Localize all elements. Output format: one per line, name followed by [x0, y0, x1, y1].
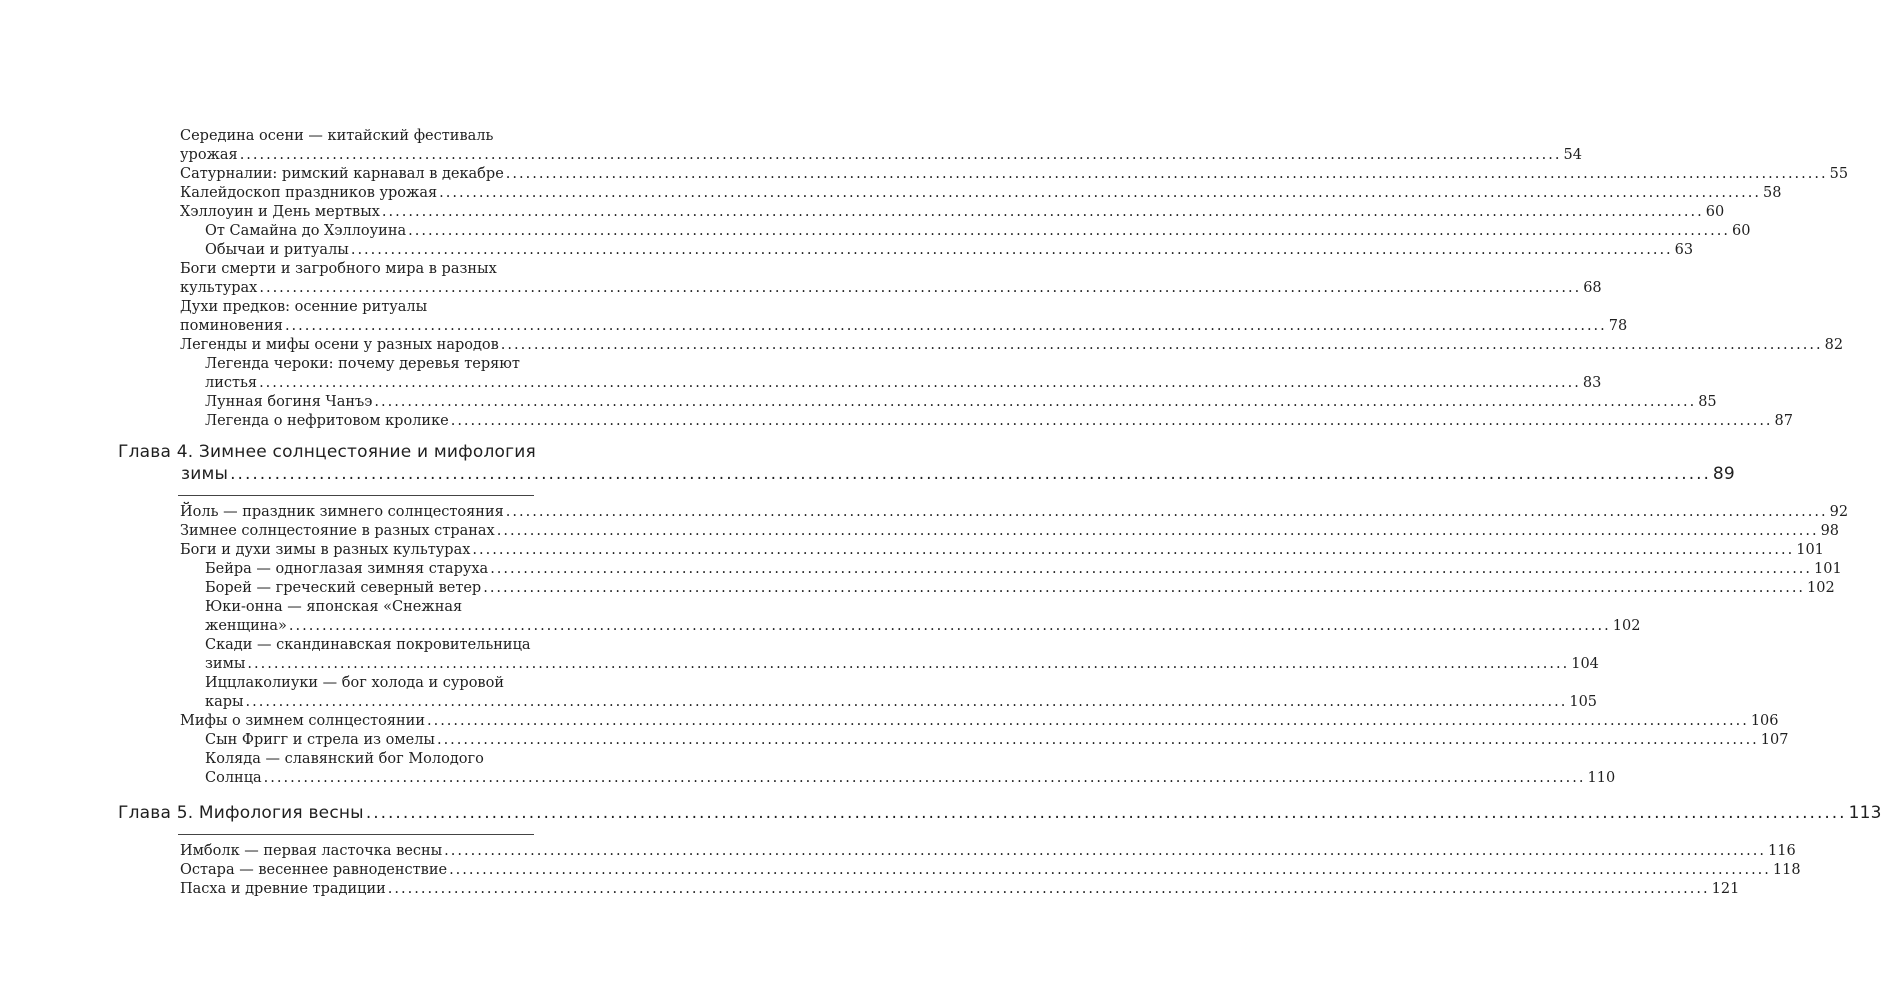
dot-leader: ........................................................................................................................................................................................................: [259, 280, 1582, 296]
dot-leader: ........................................................................................................................................................................................................: [444, 843, 1766, 859]
page-number: 55: [1829, 166, 1849, 182]
toc-entry-title: Сатурналии: римский карнавал в декабре: [180, 166, 504, 182]
toc-entry-title: культурах: [180, 280, 258, 296]
toc-entry[interactable]: [180, 336, 1844, 355]
toc-entry[interactable]: [180, 184, 1782, 203]
dot-leader: ........................................................................................................................................................................................................: [483, 580, 1806, 596]
toc-entry[interactable]: [180, 260, 1602, 298]
page-number: 118: [1772, 862, 1801, 878]
toc-entry-title-line1: Коляда — славянский бог Молодого: [205, 751, 484, 767]
page-number: 102: [1807, 580, 1835, 596]
toc-entry-title-line1: Боги смерти и загробного мира в разных: [180, 261, 497, 277]
dot-leader: ........................................................................................................................................................................................................: [496, 523, 1819, 539]
toc-subentry[interactable]: [205, 355, 1602, 393]
page-number: 98: [1820, 523, 1840, 539]
page-number: 60: [1705, 204, 1725, 220]
toc-entry-title: поминовения: [180, 318, 283, 334]
toc-entry-title: Мифы о зимнем солнцестоянии: [180, 713, 425, 729]
toc-entry-title: Йоль — праздник зимнего солнцестояния: [180, 504, 504, 520]
toc-entry-title: Лунная богиня Чанъэ: [205, 394, 373, 410]
toc-entry-title-line1: Юки-онна — японская «Снежная: [205, 599, 463, 615]
chapter-4-heading[interactable]: [118, 441, 1735, 485]
toc-entry[interactable]: [180, 165, 1849, 184]
dot-leader: ........................................................................................................................................................................................................: [472, 542, 1795, 558]
dot-leader: ........................................................................................................................................................................................................: [490, 561, 1813, 577]
toc-entry-title: Легенда о нефритовом кролике: [205, 413, 449, 429]
dot-leader: ........................................................................................................................................................................................................: [436, 732, 1759, 748]
toc-subentry[interactable]: [205, 412, 1793, 431]
toc-subentry[interactable]: [205, 560, 1842, 579]
toc-entry-title: Зимнее солнцестояние в разных странах: [180, 523, 495, 539]
dot-leader: ........................................................................................................................................................................................................: [350, 242, 1673, 258]
page-number: 101: [1814, 561, 1842, 577]
dot-leader: ........................................................................................................................................................................................................: [230, 464, 1711, 484]
page-number: 89: [1712, 464, 1735, 484]
table-of-contents: [118, 127, 1882, 899]
page-number: 85: [1698, 394, 1717, 410]
dot-leader: ........................................................................................................................................................................................................: [288, 618, 1611, 634]
page-number: 54: [1563, 147, 1582, 163]
page-number: 58: [1763, 185, 1782, 201]
toc-entry-title: Пасха и древние традиции: [180, 881, 386, 897]
chapter-5-heading[interactable]: [118, 802, 1882, 824]
toc-entry[interactable]: [180, 522, 1840, 541]
toc-entry[interactable]: [180, 203, 1725, 222]
page-number: 116: [1768, 843, 1796, 859]
toc-entry-title: Имболк — первая ласточка весны: [180, 843, 443, 859]
dot-leader: ........................................................................................................................................................................................................: [439, 185, 1761, 201]
toc-entry-title: Сын Фригг и стрела из омелы: [205, 732, 435, 748]
chapter-title: зимы: [181, 464, 229, 484]
dot-leader: ........................................................................................................................................................................................................: [426, 713, 1749, 729]
toc-entry[interactable]: [180, 880, 1740, 899]
page-number: 83: [1582, 375, 1602, 391]
page-number: 78: [1608, 318, 1628, 334]
toc-subentry[interactable]: [205, 674, 1598, 712]
page-number: 121: [1711, 881, 1740, 897]
toc-subentry[interactable]: [205, 636, 1599, 674]
toc-entry[interactable]: [180, 541, 1824, 560]
dot-leader: ........................................................................................................................................................................................................: [259, 375, 1581, 391]
toc-entry-title: Остара — весеннее равноденствие: [180, 862, 448, 878]
page-number: 107: [1760, 732, 1789, 748]
toc-entry-title: женщина»: [205, 618, 287, 634]
toc-entry-title: Обычаи и ритуалы: [205, 242, 349, 258]
dot-leader: ........................................................................................................................................................................................................: [239, 147, 1562, 163]
toc-entry-title: Бейра — одноглазая зимняя старуха: [205, 561, 489, 577]
toc-entry-title-line1: Иццлаколиуки — бог холода и суровой: [205, 675, 504, 691]
toc-entry-title-line1: Легенда чероки: почему деревья теряют: [205, 356, 520, 372]
toc-entry-title-line1: Середина осени — китайский фестиваль: [180, 128, 494, 144]
page-number: 101: [1796, 542, 1824, 558]
toc-subentry[interactable]: [205, 393, 1717, 412]
page-number: 105: [1569, 694, 1598, 710]
page-number: 60: [1731, 223, 1751, 239]
page-number: 68: [1583, 280, 1602, 296]
toc-subentry[interactable]: [205, 598, 1641, 636]
toc-entry-title: Боги и духи зимы в разных культурах: [180, 542, 471, 558]
dot-leader: ........................................................................................................................................................................................................: [505, 166, 1828, 182]
toc-entry[interactable]: [180, 861, 1801, 880]
chapter-title-line1: Глава 4. Зимнее солнцестояние и мифология: [118, 442, 536, 462]
toc-entry-title: Хэллоуин и День мертвых: [180, 204, 380, 220]
toc-entry-title: листья: [205, 375, 258, 391]
toc-entry[interactable]: [180, 298, 1628, 336]
dot-leader: ........................................................................................................................................................................................................: [263, 770, 1586, 786]
dot-leader: ........................................................................................................................................................................................................: [245, 694, 1568, 710]
toc-subentry[interactable]: [205, 222, 1751, 241]
toc-entry-title: От Самайна до Хэллоуина: [205, 223, 407, 239]
page-number: 102: [1612, 618, 1641, 634]
chapter-title: Глава 5. Мифология весны: [118, 803, 364, 823]
toc-entry-title: кары: [205, 694, 244, 710]
toc-entry[interactable]: [180, 503, 1849, 522]
page-number: 82: [1824, 337, 1844, 353]
dot-leader: ........................................................................................................................................................................................................: [387, 881, 1710, 897]
dot-leader: ........................................................................................................................................................................................................: [374, 394, 1697, 410]
page-number: 110: [1587, 770, 1616, 786]
toc-subentry[interactable]: [205, 579, 1835, 598]
toc-entry-title: Солнца: [205, 770, 262, 786]
dot-leader: ........................................................................................................................................................................................................: [450, 413, 1773, 429]
page-number: 63: [1674, 242, 1694, 258]
toc-entry[interactable]: [180, 842, 1796, 861]
dot-leader: ........................................................................................................................................................................................................: [505, 504, 1828, 520]
page-number: 106: [1750, 713, 1779, 729]
toc-subentry[interactable]: [205, 241, 1694, 260]
toc-subentry[interactable]: [205, 750, 1616, 788]
page-number: 87: [1774, 413, 1793, 429]
toc-entry-title: Калейдоскоп праздников урожая: [180, 185, 438, 201]
toc-entry[interactable]: [180, 127, 1582, 165]
toc-entry-title: зимы: [205, 656, 246, 672]
dot-leader: ........................................................................................................................................................................................................: [500, 337, 1823, 353]
toc-entry[interactable]: [180, 712, 1779, 731]
toc-subentry[interactable]: [205, 731, 1789, 750]
toc-entry-title: Легенды и мифы осени у разных народов: [180, 337, 499, 353]
toc-entry-title: урожая: [180, 147, 238, 163]
dot-leader: ........................................................................................................................................................................................................: [408, 223, 1730, 239]
page-number: 104: [1571, 656, 1599, 672]
toc-entry-title-line1: Духи предков: осенние ритуалы: [180, 299, 428, 315]
dot-leader: ........................................................................................................................................................................................................: [284, 318, 1607, 334]
toc-entry-title: Борей — греческий северный ветер: [205, 580, 482, 596]
page-number: 113: [1848, 803, 1882, 823]
page-number: 92: [1829, 504, 1849, 520]
dot-leader: ........................................................................................................................................................................................................: [449, 862, 1771, 878]
toc-entry-title-line1: Скади — скандинавская покровительница: [205, 637, 531, 653]
dot-leader: ........................................................................................................................................................................................................: [365, 803, 1847, 823]
dot-leader: ........................................................................................................................................................................................................: [247, 656, 1570, 672]
dot-leader: ........................................................................................................................................................................................................: [381, 204, 1704, 220]
